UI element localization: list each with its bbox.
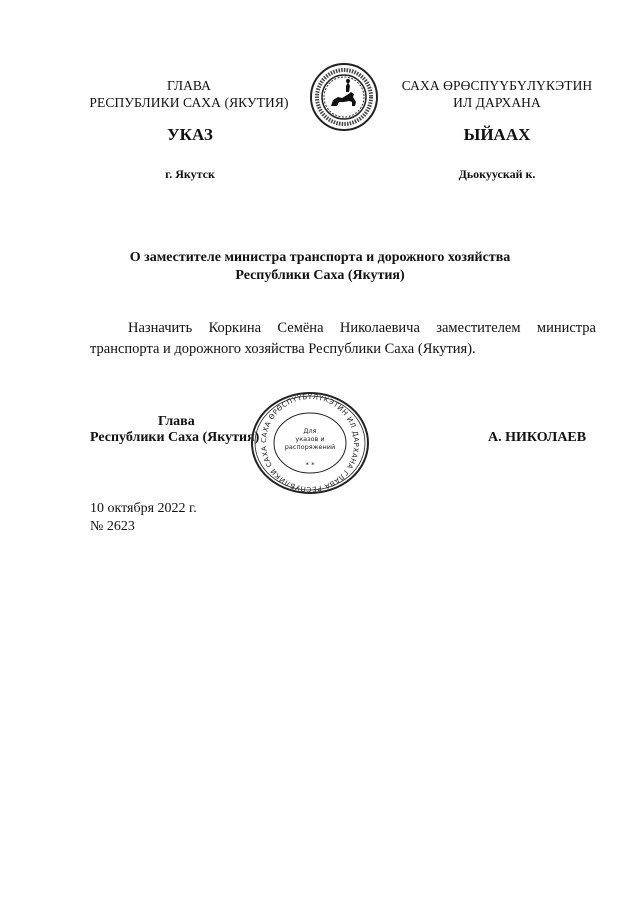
city-right: Дьокуускай к. <box>458 167 536 181</box>
decree-footer <box>90 500 197 536</box>
stamp-center-line2: указов и <box>295 435 325 443</box>
decree-number: № 2623 <box>90 519 135 534</box>
doc-type-left: УКАЗ <box>167 125 213 144</box>
signature-name: А. НИКОЛАЕВ <box>488 430 587 445</box>
stamp-center-line3: распоряжений <box>284 443 336 451</box>
header-right-line2: ИЛ ДАРХАНА <box>453 95 541 110</box>
header-left <box>80 77 298 111</box>
signature-position-line1: Глава <box>158 414 195 429</box>
signature-position-line2: Республики Саха (Якутия) <box>90 430 260 445</box>
yakutia-coat-of-arms-icon <box>309 62 379 132</box>
header-left-line1: ГЛАВА <box>166 78 212 93</box>
header-right-line1: САХА ӨРӨСПҮҮБҮЛҮКЭТИН <box>401 78 593 93</box>
official-stamp <box>248 391 372 495</box>
stamp-center-line1: Для <box>303 427 317 435</box>
doc-type-right: ЫЙААХ <box>463 125 531 144</box>
svg-text:* *: * * <box>305 461 315 469</box>
decree-subject <box>0 249 640 285</box>
header-right <box>390 77 604 111</box>
city-left: г. Якутск <box>165 167 215 181</box>
subject-line2: Республики Саха (Якутия) <box>235 268 405 283</box>
body-line2: транспорта и дорожного хозяйства Республики Саха (Якутия). <box>90 341 476 357</box>
decree-date: 10 октября 2022 г. <box>90 501 197 516</box>
body-line1: Назначить Коркина Семёна Николаевича заместителем министра <box>128 320 596 336</box>
stamp-ring-text: САХА ӨРӨСПҮҮБҮЛҮКЭТИН ИЛ ДАРХАНА ГЛАВА РЕСПУБЛИКИ САХА <box>259 392 361 494</box>
decree-body <box>90 318 596 360</box>
header-left-line2: РЕСПУБЛИКИ САХА (ЯКУТИЯ) <box>89 95 289 110</box>
subject-line1: О заместителе министра транспорта и дорожного хозяйства <box>129 250 511 265</box>
